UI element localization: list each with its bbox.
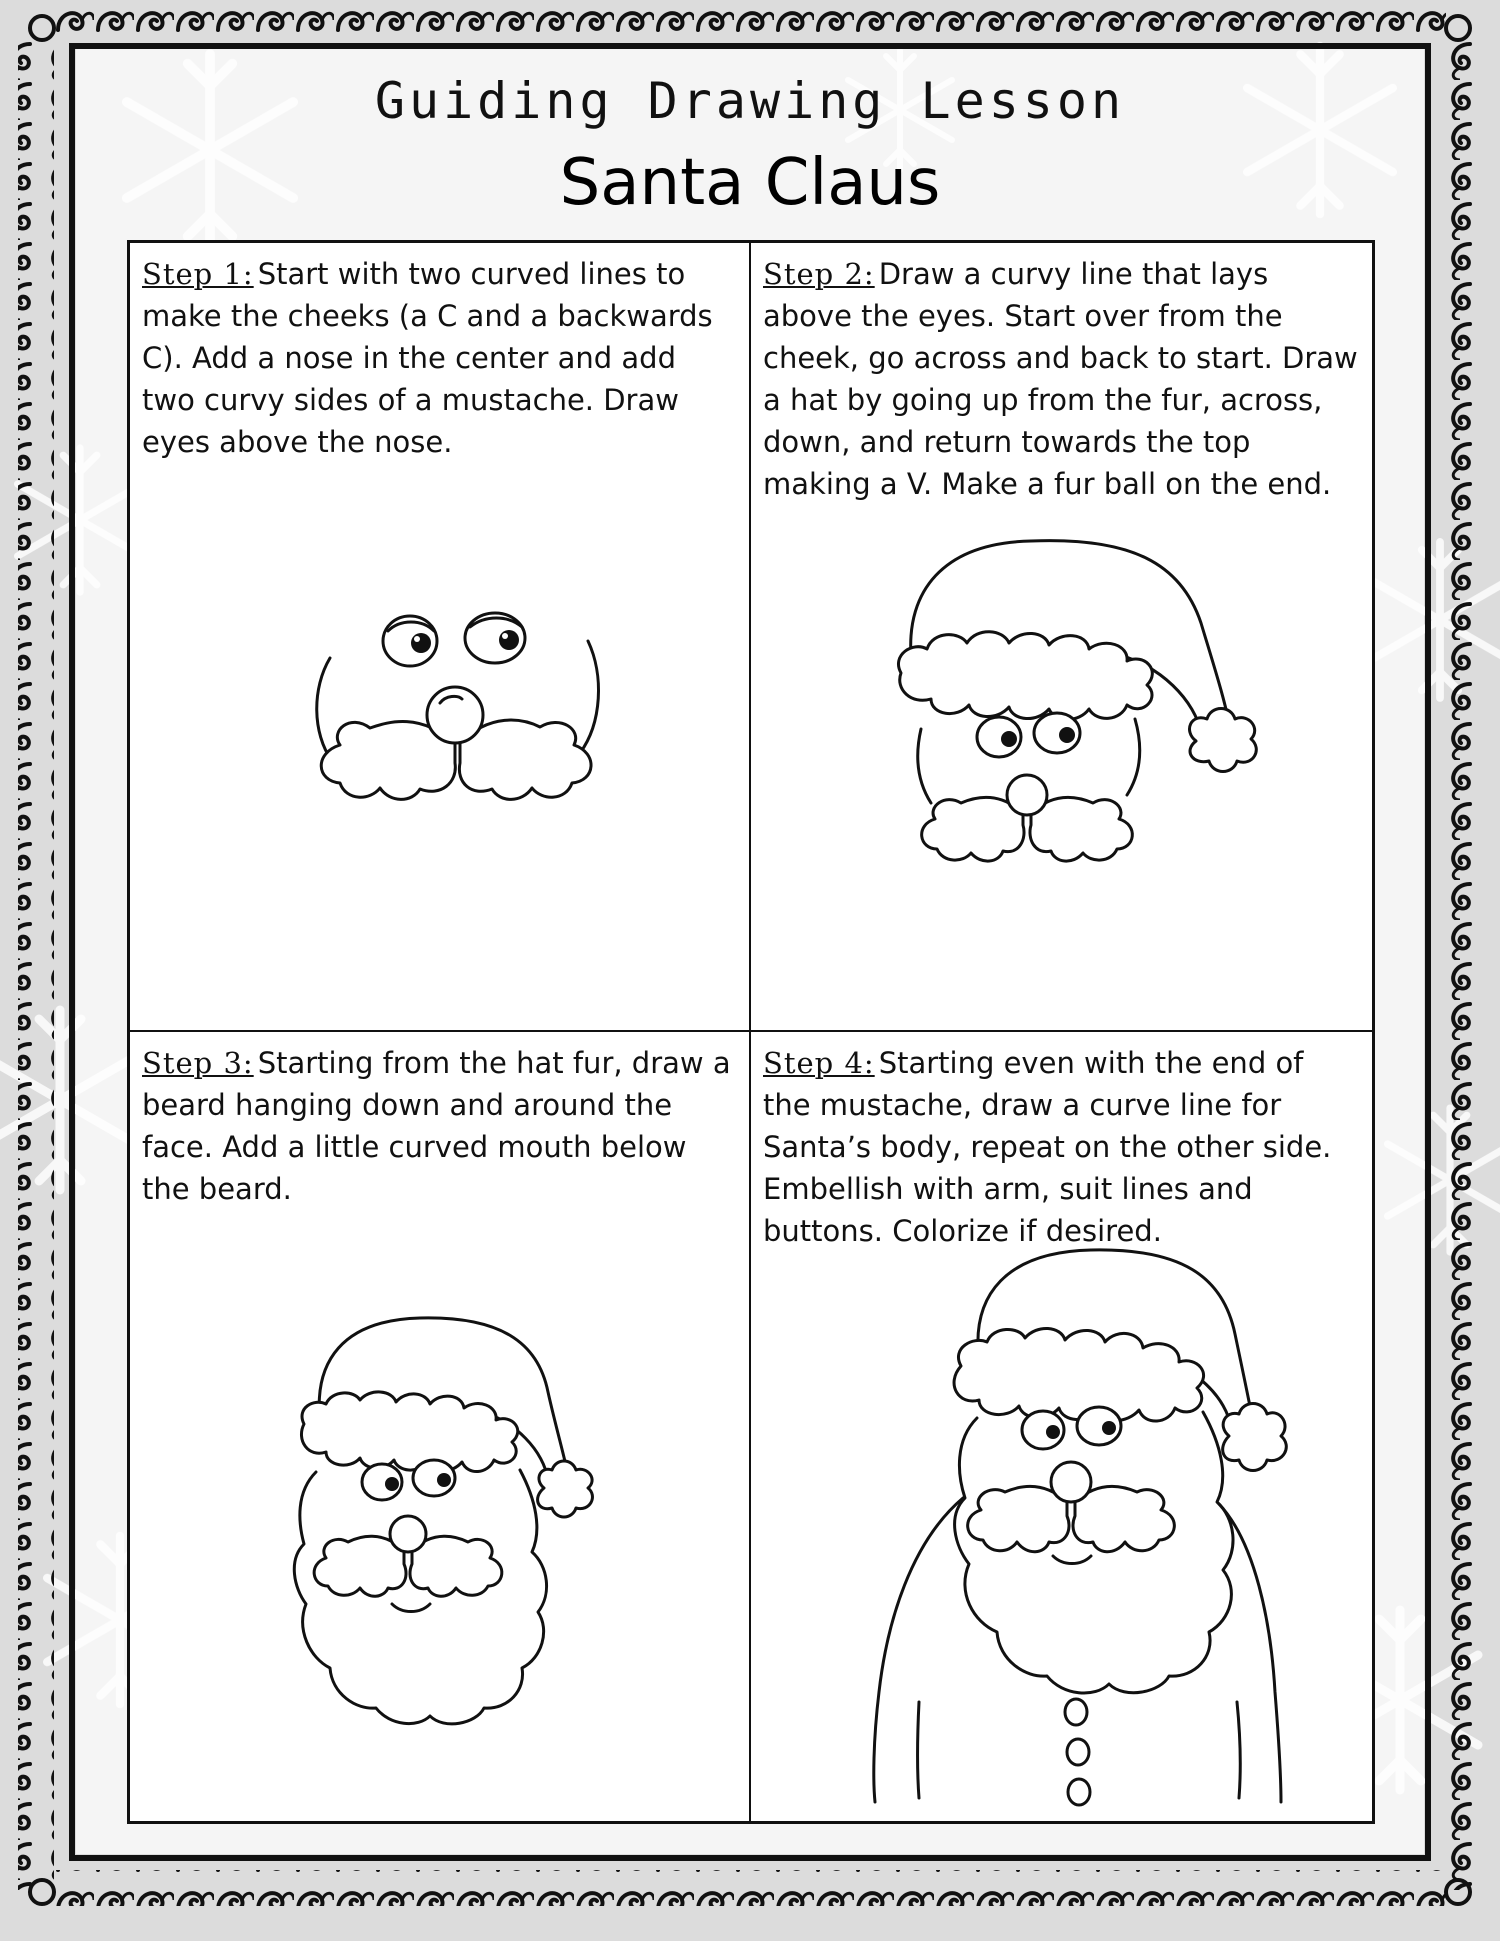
step-4-panel	[751, 1032, 1372, 1821]
step-1-label: Step 1:	[142, 257, 254, 291]
step-3-panel	[130, 1032, 751, 1821]
nose-icon	[390, 1516, 426, 1552]
button-icons	[1065, 1699, 1090, 1805]
step-2-label: Step 2:	[763, 257, 875, 291]
step-2-instructions	[763, 253, 1360, 505]
right-eye-icon	[1077, 1407, 1121, 1445]
left-eye-icon	[977, 717, 1021, 757]
step-1-instructions	[142, 253, 737, 463]
lesson-subtitle: Guiding Drawing Lesson	[374, 72, 1126, 130]
step-1-panel	[130, 243, 751, 1032]
steps-grid	[127, 240, 1375, 1824]
step-2-text: Draw a curvy line that lays above the eyes. Start over from the cheek, go across and back to start. Draw a hat by going up from the fur, across, down, and return towards the top making a V. Make a fur ball on the end.	[763, 257, 1358, 501]
santa-step-4-drawing	[851, 1242, 1291, 1802]
right-eye-icon	[413, 1460, 455, 1496]
step-4-label: Step 4:	[763, 1046, 875, 1080]
step-3-label: Step 3:	[142, 1046, 254, 1080]
lesson-title: Santa Claus	[559, 146, 941, 220]
santa-step-3-drawing	[280, 1312, 600, 1732]
left-eye-icon	[362, 1464, 402, 1500]
left-eye-icon	[383, 616, 437, 666]
step-3-text: Starting from the hat fur, draw a beard hanging down and around the face. Add a little curved mouth below the beard.	[142, 1046, 731, 1206]
right-eye-icon	[1034, 713, 1080, 753]
right-eye-icon	[465, 613, 525, 663]
nose-icon	[427, 687, 483, 743]
mouth-icon	[1053, 1556, 1091, 1564]
left-eye-icon	[1022, 1411, 1064, 1449]
step-2-panel	[751, 243, 1372, 1032]
step-3-instructions	[142, 1042, 737, 1210]
santa-step-2-drawing	[881, 533, 1281, 873]
mouth-icon	[392, 1604, 430, 1612]
nose-icon	[1051, 1462, 1091, 1502]
santa-step-1-drawing	[290, 603, 620, 803]
step-4-instructions	[763, 1042, 1360, 1252]
step-4-text: Starting even with the end of the mustache, draw a curve line for Santa’s body, repeat on the other side. Embellish with arm, suit lines and buttons. Colorize if desired.	[763, 1046, 1332, 1248]
nose-icon	[1007, 775, 1047, 815]
step-1-text: Start with two curved lines to make the cheeks (a C and a backwards C). Add a nose in the center and add two curvy sides of a mustache. Draw eyes above the nose.	[142, 257, 713, 459]
